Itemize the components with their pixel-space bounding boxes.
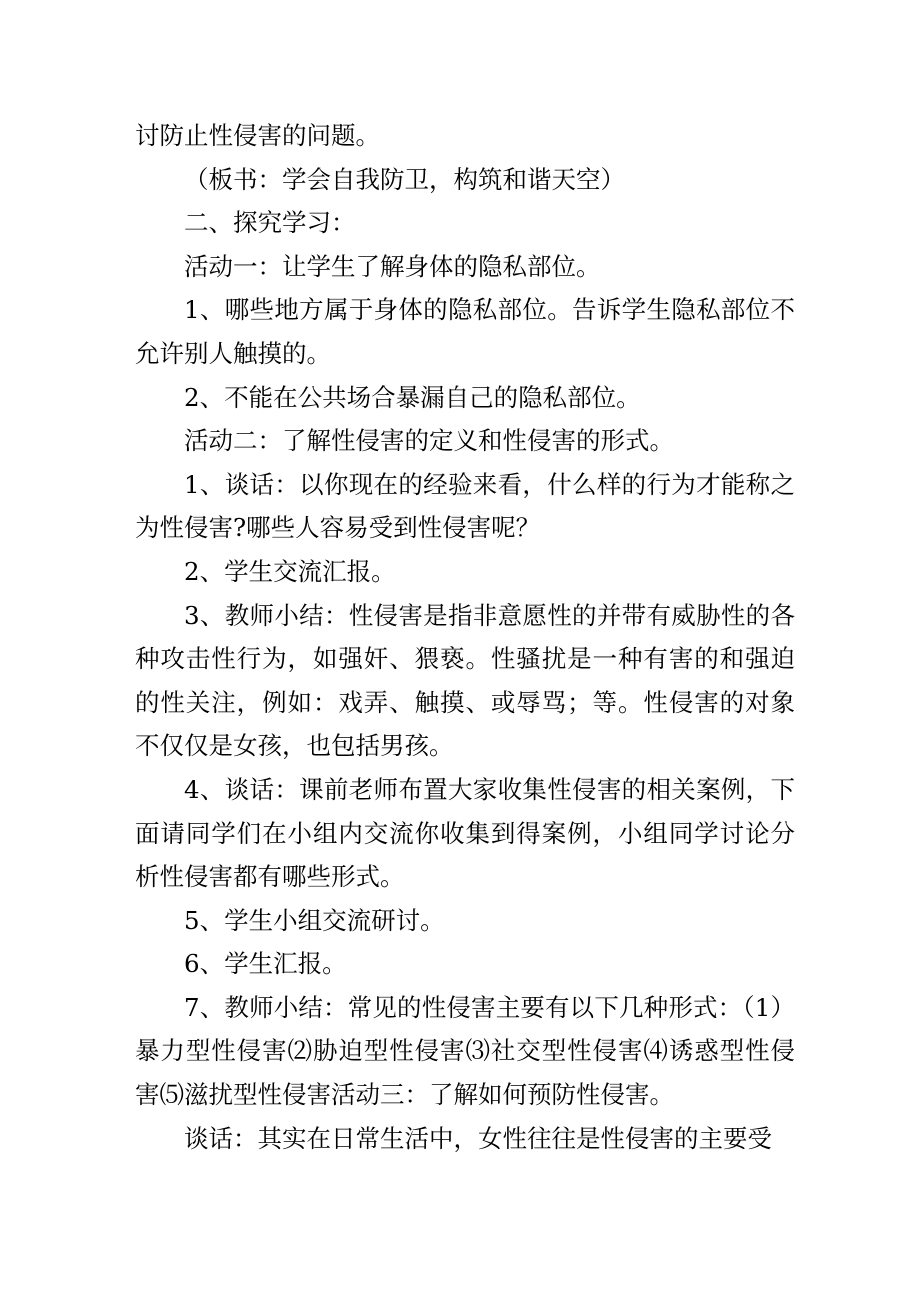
activity-two-item-7: 7、教师小结：常见的性侵害主要有以下几种形式：（1）暴力型性侵害⑵胁迫型性侵害⑶社交型性侵害⑷诱惑型性侵害⑸滋扰型性侵害活动三：了解如何预防性侵害。 [135, 992, 795, 1110]
activity-two-item-5: 5、学生小组交流研讨。 [184, 905, 445, 935]
activity-two-item-2: 2、学生交流汇报。 [184, 556, 396, 586]
paragraph-board-note: （板书：学会自我防卫，构筑和谐天空） [184, 164, 625, 194]
activity-two-item-1: 1、谈话：以你现在的经验来看，什么样的行为才能称之为性侵害?哪些人容易受到性侵害呢？ [135, 469, 795, 543]
paragraph-continuation: 讨防止性侵害的问题。 [135, 121, 380, 150]
paragraph-talk: 谈话：其实在日常生活中，女性往往是性侵害的主要受 [184, 1123, 772, 1153]
activity-two-item-4: 4、谈话：课前老师布置大家收集性侵害的相关案例，下面请同学们在小组内交流你收集到得案例，小组同学讨论分析性侵害都有哪些形式。 [135, 774, 795, 892]
activity-two-item-6: 6、学生汇报。 [184, 949, 347, 979]
activity-one-item-2: 2、不能在公共场合暴漏自己的隐私部位。 [184, 382, 641, 412]
document-body [135, 114, 795, 1160]
activity-one-heading: 活动一：让学生了解身体的隐私部位。 [184, 251, 601, 281]
activity-two-heading: 活动二：了解性侵害的定义和性侵害的形式。 [184, 426, 674, 456]
section-heading-inquiry-learning: 二、探究学习： [184, 208, 356, 238]
activity-one-item-1: 1、哪些地方属于身体的隐私部位。告诉学生隐私部位不允许别人触摸的。 [135, 295, 795, 368]
activity-two-item-3: 3、教师小结：性侵害是指非意愿性的并带有威胁性的各种攻击性行为，如强奸、猥亵。性骚扰是一种有害的和强迫的性关注，例如：戏弄、触摸、或辱骂；等。性侵害的对象不仅仅是女孩，也包括男孩。 [135, 600, 795, 761]
